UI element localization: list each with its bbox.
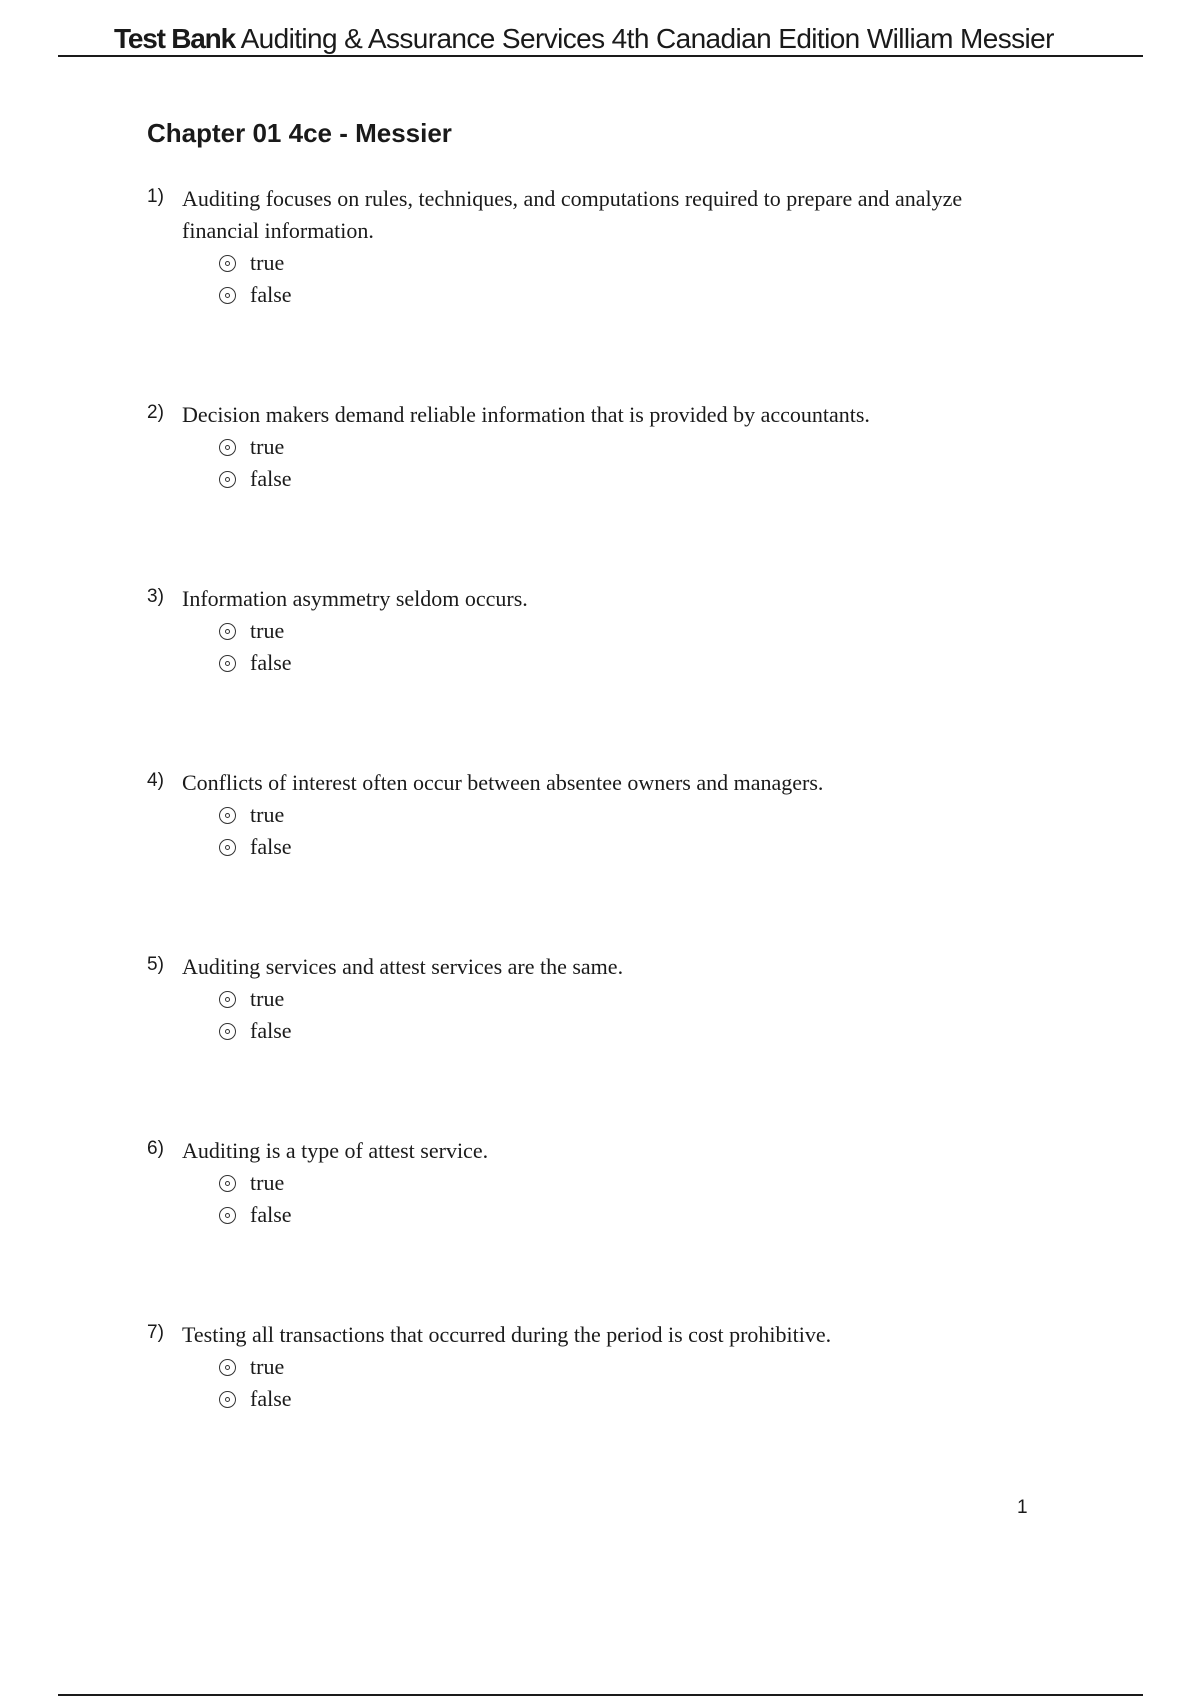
radio-icon[interactable]: [219, 1391, 236, 1408]
option-label: true: [250, 250, 285, 275]
radio-icon[interactable]: [219, 1207, 236, 1224]
option-label: false: [250, 1202, 292, 1227]
question-4: [147, 767, 1047, 863]
footer-rule: [58, 1694, 1143, 1696]
option-false[interactable]: [219, 831, 1047, 863]
question-number: 6): [147, 1138, 164, 1159]
question-2: [147, 399, 1047, 495]
option-false[interactable]: [219, 647, 1047, 679]
question-text: Conflicts of interest often occur between absentee owners and managers.: [182, 770, 824, 795]
radio-icon[interactable]: [219, 439, 236, 456]
radio-icon[interactable]: [219, 1359, 236, 1376]
question-text: Auditing services and attest services are the same.: [182, 954, 624, 979]
header-label: Test Bank: [114, 23, 235, 54]
question-text: Testing all transactions that occurred during the period is cost prohibitive.: [182, 1322, 832, 1347]
answer-options: [147, 799, 1047, 863]
answer-options: [147, 1351, 1047, 1415]
option-true[interactable]: [219, 799, 1047, 831]
option-label: true: [250, 1354, 285, 1379]
option-label: true: [250, 434, 285, 459]
option-false[interactable]: [219, 1015, 1047, 1047]
radio-icon[interactable]: [219, 807, 236, 824]
question-7: [147, 1319, 1047, 1415]
option-true[interactable]: [219, 983, 1047, 1015]
question-number: 7): [147, 1322, 164, 1343]
option-label: true: [250, 986, 285, 1011]
option-label: false: [250, 1018, 292, 1043]
option-label: false: [250, 282, 292, 307]
option-true[interactable]: [219, 615, 1047, 647]
option-false[interactable]: [219, 279, 1047, 311]
question-number: 4): [147, 770, 164, 791]
option-true[interactable]: [219, 431, 1047, 463]
chapter-title: Chapter 01 4ce - Messier: [147, 118, 452, 148]
option-label: true: [250, 1170, 285, 1195]
answer-options: [147, 247, 1047, 311]
radio-icon[interactable]: [219, 1023, 236, 1040]
radio-icon[interactable]: [219, 839, 236, 856]
page-number: 1: [1017, 1497, 1028, 1518]
option-true[interactable]: [219, 1351, 1047, 1383]
question-6: [147, 1135, 1047, 1231]
answer-options: [147, 983, 1047, 1047]
question-list: [147, 183, 1047, 1503]
question-text: Decision makers demand reliable information that is provided by accountants.: [182, 402, 870, 427]
question-5: [147, 951, 1047, 1047]
question-3: [147, 583, 1047, 679]
page-header: [58, 20, 1143, 57]
radio-icon[interactable]: [219, 1175, 236, 1192]
option-label: false: [250, 466, 292, 491]
header-title: Auditing & Assurance Services 4th Canadian Edition William Messier: [240, 23, 1054, 54]
option-false[interactable]: [219, 463, 1047, 495]
question-number: 5): [147, 954, 164, 975]
answer-options: [147, 431, 1047, 495]
question-text: Information asymmetry seldom occurs.: [182, 586, 528, 611]
option-label: true: [250, 802, 285, 827]
option-label: false: [250, 1386, 292, 1411]
radio-icon[interactable]: [219, 287, 236, 304]
option-false[interactable]: [219, 1383, 1047, 1415]
question-number: 1): [147, 186, 164, 207]
question-number: 3): [147, 586, 164, 607]
question-text: Auditing is a type of attest service.: [182, 1138, 489, 1163]
answer-options: [147, 1167, 1047, 1231]
option-label: true: [250, 618, 285, 643]
question-1: [147, 183, 1047, 311]
question-text: Auditing focuses on rules, techniques, and computations required to prepare and analyze financial information.: [182, 186, 963, 243]
radio-icon[interactable]: [219, 991, 236, 1008]
radio-icon[interactable]: [219, 655, 236, 672]
option-label: false: [250, 834, 292, 859]
question-number: 2): [147, 402, 164, 423]
radio-icon[interactable]: [219, 255, 236, 272]
radio-icon[interactable]: [219, 623, 236, 640]
answer-options: [147, 615, 1047, 679]
option-false[interactable]: [219, 1199, 1047, 1231]
option-label: false: [250, 650, 292, 675]
radio-icon[interactable]: [219, 471, 236, 488]
option-true[interactable]: [219, 1167, 1047, 1199]
option-true[interactable]: [219, 247, 1047, 279]
